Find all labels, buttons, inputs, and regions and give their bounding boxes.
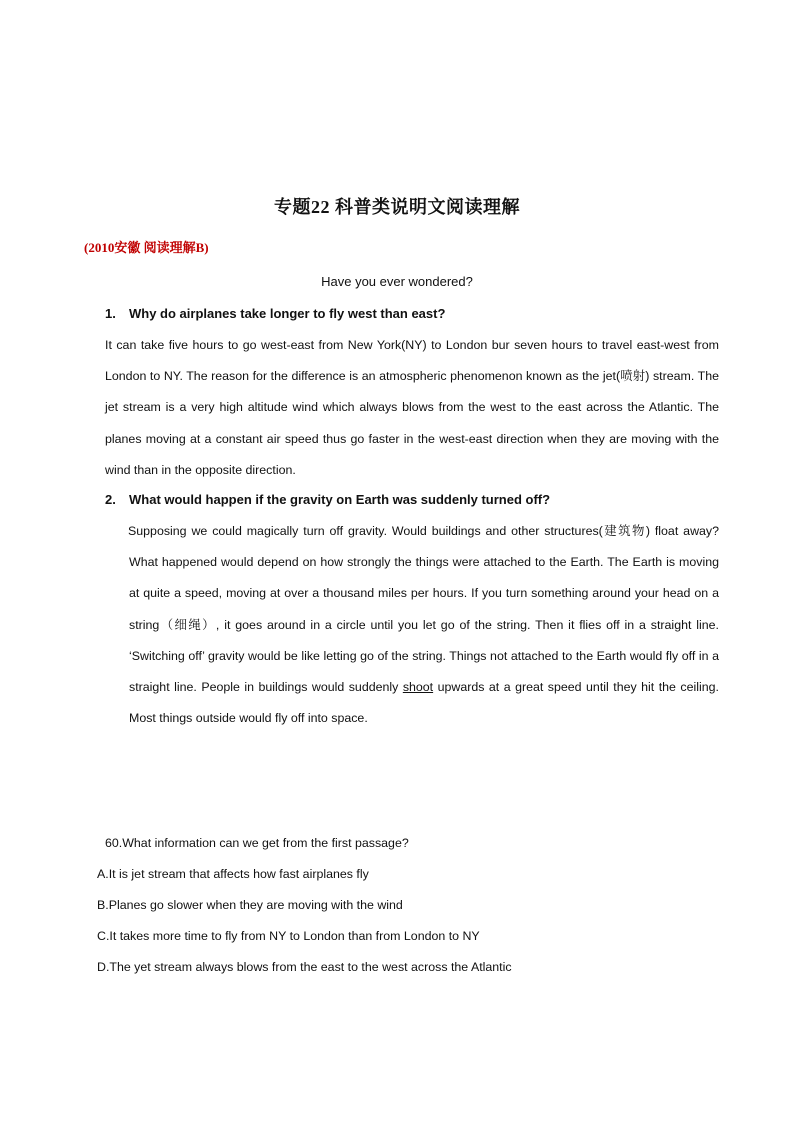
section2-number: 2. <box>105 492 116 507</box>
section2-body <box>129 516 719 734</box>
question-stem: 60.What information can we get from the first passage? <box>105 836 409 850</box>
section2-heading-text: What would happen if the gravity on Earth was suddenly turned off? <box>129 492 551 507</box>
section2-body-part2: upwards at a great speed until they hit the ceiling. Most things outside would fly off into space. <box>129 680 719 726</box>
section2-heading <box>105 492 550 507</box>
section2-body-part1: Supposing we could magically turn off gravity. Would buildings and other structures(建筑物) float away? What happened would depend on how strongly the things were attached to the Earth. The Earth is moving at quite a speed, moving at over a thousand miles per hours. If you turn something around your head on a string（细绳）, it goes around in a circle until you let go of the string. Then it flies off in a straight line. ‘Switching off’ gravity would be like letting go of the string. Things not attached to the Earth would fly off in a straight line. People in buildings would suddenly <box>128 524 719 695</box>
option-c: C.It takes more time to fly from NY to London than from London to NY <box>97 929 480 943</box>
source-label: (2010安徽 阅读理解B) <box>84 240 209 255</box>
page-title: 专题22 科普类说明文阅读理解 <box>274 197 520 217</box>
section1-body: It can take five hours to go west-east from New York(NY) to London bur seven hours to travel east-west from London to NY. The reason for the difference is an atmospheric phenomenon known as the jet(喷射) stream. The jet stream is a very high altitude wind which always blows from the west to the east across the Atlantic. The planes moving at a constant air speed thus go faster in the west-east direction when they are moving with the wind than in the opposite direction. <box>105 338 719 477</box>
passage-title: Have you ever wondered? <box>321 274 473 289</box>
section1-number: 1. <box>105 306 116 321</box>
option-a: A.It is jet stream that affects how fast airplanes fly <box>97 867 369 881</box>
underlined-word: shoot <box>402 680 434 695</box>
option-b: B.Planes go slower when they are moving with the wind <box>97 898 403 912</box>
option-d: D.The yet stream always blows from the east to the west across the Atlantic <box>97 960 512 974</box>
section1-heading-text: Why do airplanes take longer to fly west than east? <box>129 306 446 321</box>
section1-heading <box>105 306 445 321</box>
